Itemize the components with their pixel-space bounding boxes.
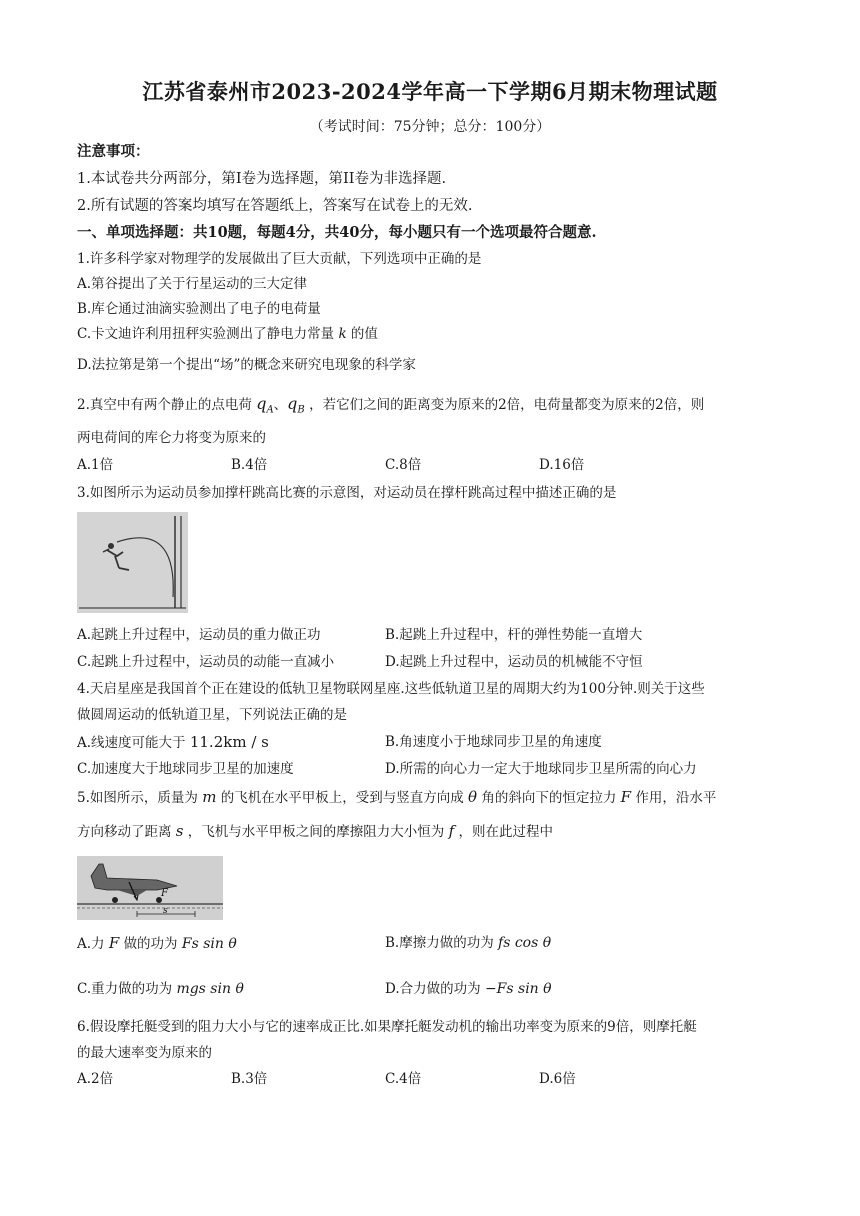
q5-var-F: F bbox=[620, 788, 632, 806]
q5-var-s: s bbox=[175, 822, 184, 840]
q2-charge-a: q bbox=[256, 394, 267, 413]
figure-label-F: F bbox=[161, 888, 168, 899]
q1-option-c-tail: 的值 bbox=[350, 326, 378, 342]
q2-stem-text: 2.真空中有两个静止的点电荷 bbox=[77, 397, 252, 413]
q1-stem: 1.许多科学家对物理学的发展做出了巨大贡献，下列选项中正确的是 bbox=[77, 251, 482, 267]
q5-stem-part3: 角的斜向下的恒定拉力 bbox=[481, 790, 617, 806]
q3-stem: 3.如图所示为运动员参加撑杆跳高比赛的示意图，对运动员在撑杆跳高过程中描述正确的是 bbox=[77, 485, 617, 501]
q5-line2-part1: 方向移动了距离 bbox=[77, 824, 172, 840]
q5-option-a-mid: 做的功为 bbox=[123, 936, 178, 952]
airplane-illustration bbox=[77, 856, 223, 920]
airplane-figure bbox=[77, 856, 223, 920]
q5-stem-part4: 作用，沿水平 bbox=[635, 790, 717, 806]
q2-option-b: B.4倍 bbox=[231, 457, 268, 473]
q2-stem-tail: ，若它们之间的距离变为原来的2倍，电荷量都变为原来的2倍，则 bbox=[309, 397, 705, 413]
q2-charge-b: q bbox=[287, 394, 298, 413]
notes-heading: 注意事项： bbox=[77, 143, 150, 160]
q4-option-c: C.加速度大于地球同步卫星的加速度 bbox=[77, 761, 294, 777]
q4-stem: 4.天启星座是我国首个正在建设的低轨卫星物联网星座.这些低轨道卫星的周期大约为100分钟.则关于这些 bbox=[77, 681, 705, 697]
q6-option-d: D.6倍 bbox=[539, 1071, 576, 1087]
q4-option-a-value: 11.2km / s bbox=[189, 733, 269, 751]
q5-var-m: m bbox=[202, 788, 217, 806]
q3-option-b: B.起跳上升过程中，杆的弹性势能一直增大 bbox=[385, 627, 643, 643]
q6-option-c: C.4倍 bbox=[385, 1071, 422, 1087]
q5-option-c bbox=[77, 979, 244, 999]
q5-var-f: f bbox=[448, 822, 455, 840]
q5-line2-part2: ，飞机与水平甲板之间的摩擦阻力大小恒为 bbox=[187, 824, 445, 840]
q5-stem bbox=[77, 787, 716, 808]
q5-option-c-text: C.重力做的功为 bbox=[77, 981, 173, 997]
q2-option-c: C.8倍 bbox=[385, 457, 422, 473]
q5-option-b-text: B.摩擦力做的功为 bbox=[385, 935, 494, 951]
q2-charge-b-sub: B bbox=[297, 404, 305, 416]
q1-option-c-var: k bbox=[338, 326, 347, 342]
q1-option-b: B.库仑通过油滴实验测出了电子的电荷量 bbox=[77, 301, 321, 317]
q6-stem: 6.假设摩托艇受到的阻力大小与它的速率成正比.如果摩托艇发动机的输出功率变为原来的9倍，则摩托艇 bbox=[77, 1019, 697, 1035]
q5-option-a-expr: Fs sin θ bbox=[181, 936, 237, 952]
q1-option-d: D.法拉第是第一个提出“场”的概念来研究电现象的科学家 bbox=[77, 357, 416, 373]
q3-option-a: A.起跳上升过程中，运动员的重力做正功 bbox=[77, 627, 321, 643]
pole-vault-illustration bbox=[77, 512, 188, 613]
q5-option-b-expr: fs cos θ bbox=[498, 935, 552, 951]
q2-stem bbox=[77, 394, 704, 421]
q5-option-c-expr: mgs sin θ bbox=[176, 981, 244, 997]
q1-option-c bbox=[77, 324, 378, 344]
q5-option-d bbox=[385, 979, 552, 999]
q6-option-a: A.2倍 bbox=[77, 1071, 114, 1087]
figure-label-s: s bbox=[163, 906, 168, 916]
q4-option-a bbox=[77, 732, 269, 753]
q5-stem-part1: 5.如图所示，质量为 bbox=[77, 790, 198, 806]
q4-option-a-text: A.线速度可能大于 bbox=[77, 735, 186, 751]
q4-stem-line2: 做圆周运动的低轨道卫星，下列说法正确的是 bbox=[77, 707, 347, 723]
q4-option-d: D.所需的向心力一定大于地球同步卫星所需的向心力 bbox=[385, 761, 697, 777]
notes-item-1: 1.本试卷共分两部分，第I卷为选择题，第II卷为非选择题. bbox=[77, 171, 447, 187]
q1-option-c-text: C.卡文迪许利用扭秤实验测出了静电力常量 bbox=[77, 326, 335, 342]
q5-option-d-text: D.合力做的功为 bbox=[385, 981, 481, 997]
q2-stem-line2: 两电荷间的库仑力将变为原来的 bbox=[77, 430, 266, 446]
q5-option-a-text: A.力 bbox=[77, 936, 105, 952]
q5-option-b bbox=[385, 933, 551, 953]
q3-option-c: C.起跳上升过程中，运动员的动能一直减小 bbox=[77, 654, 335, 670]
q3-option-d: D.起跳上升过程中，运动员的机械能不守恒 bbox=[385, 654, 643, 670]
notes-item-2: 2.所有试题的答案均填写在答题纸上，答案写在试卷上的无效. bbox=[77, 198, 473, 214]
q5-option-d-expr: −Fs sin θ bbox=[484, 981, 552, 997]
q1-option-a: A.第谷提出了关于行星运动的三大定律 bbox=[77, 276, 308, 292]
q6-option-b: B.3倍 bbox=[231, 1071, 268, 1087]
q5-stem-part2: 的飞机在水平甲板上，受到与竖直方向成 bbox=[220, 790, 464, 806]
q2-option-d: D.16倍 bbox=[539, 457, 585, 473]
section-1-heading: 一、单项选择题：共10题，每题4分，共40分，每小题只有一个选项最符合题意. bbox=[77, 224, 597, 241]
exam-title: 江苏省泰州市2023-2024学年高一下学期6月期末物理试题 bbox=[142, 79, 718, 104]
q2-option-a: A.1倍 bbox=[77, 457, 114, 473]
q6-stem-line2: 的最大速率变为原来的 bbox=[77, 1045, 212, 1061]
q4-option-b: B.角速度小于地球同步卫星的角速度 bbox=[385, 734, 602, 750]
exam-subtitle: （考试时间：75分钟；总分：100分） bbox=[309, 119, 551, 135]
q5-option-a bbox=[77, 933, 237, 954]
q5-line2-part3: ，则在此过程中 bbox=[458, 824, 553, 840]
pole-vault-figure bbox=[77, 512, 188, 613]
q2-sep: 、 bbox=[273, 397, 288, 413]
q5-var-theta: θ bbox=[468, 788, 478, 806]
q5-stem-line2 bbox=[77, 821, 553, 842]
q5-option-a-var: F bbox=[108, 934, 120, 952]
q2-charge-a-sub: A bbox=[266, 404, 274, 416]
